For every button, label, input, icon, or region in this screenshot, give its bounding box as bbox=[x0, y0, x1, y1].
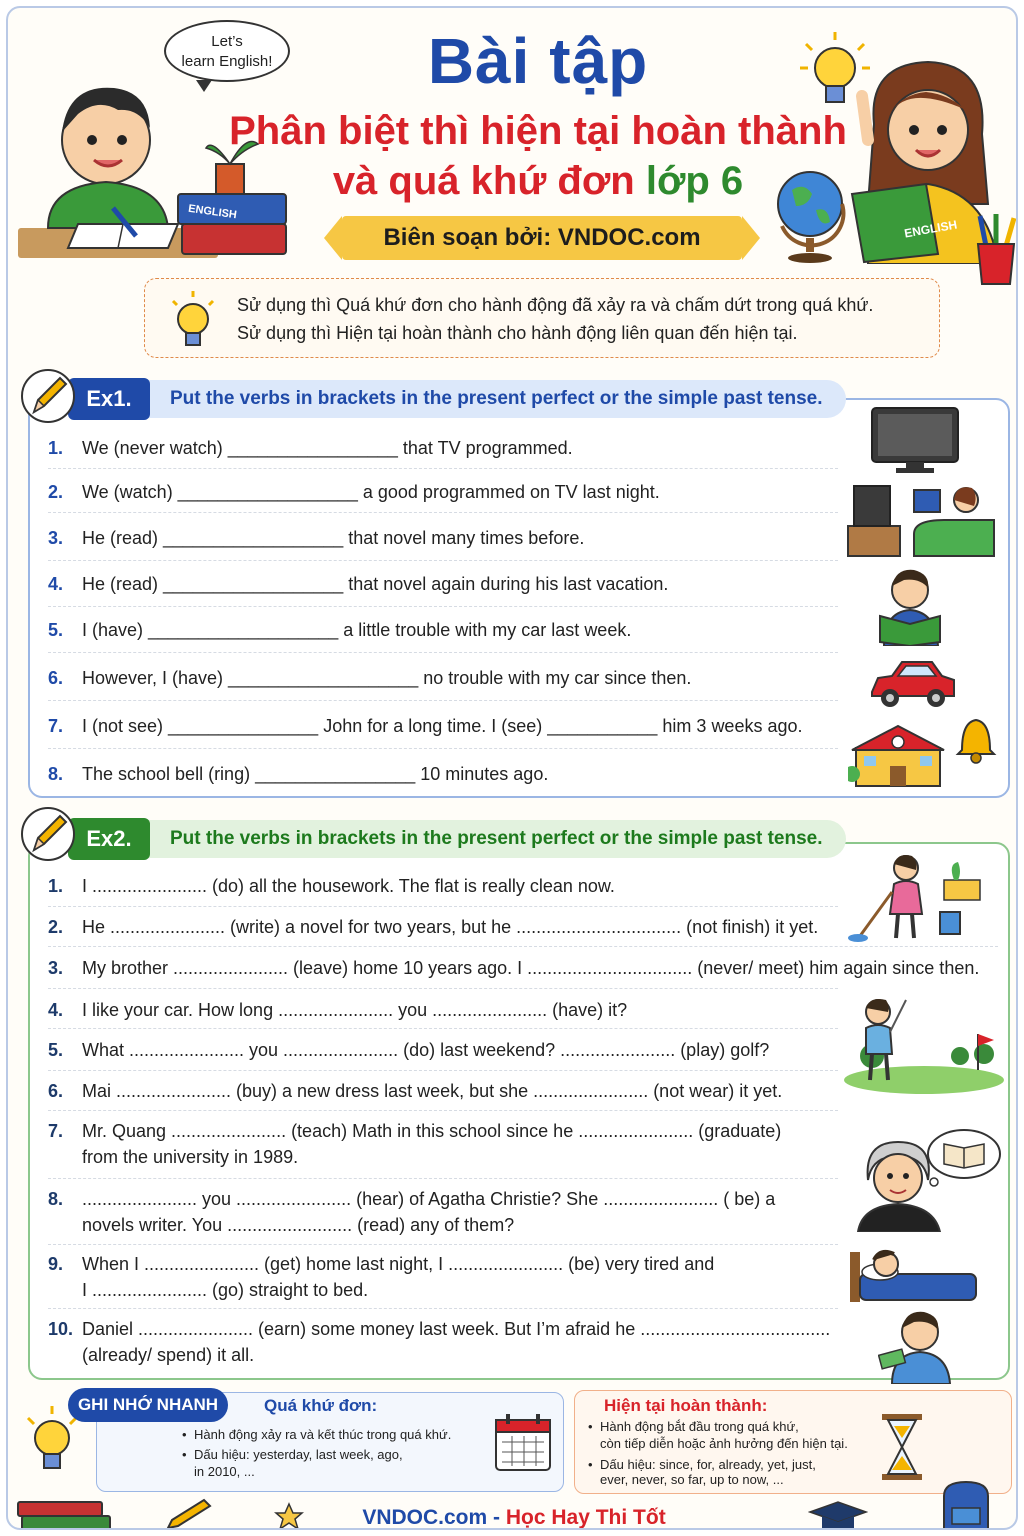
exercise2-question bbox=[48, 876, 615, 897]
book-label-left: ENGLISH bbox=[187, 202, 238, 222]
boy-money-icon bbox=[878, 1308, 954, 1384]
question-text[interactable]: However, I (have) ___________________ no trouble with my car since then. bbox=[82, 668, 692, 688]
row-divider bbox=[48, 468, 838, 469]
exercise1-question bbox=[48, 438, 573, 459]
exercise1-question bbox=[48, 620, 631, 641]
question-number: 1. bbox=[48, 438, 64, 458]
question-text[interactable]: What ....................... you ....................... (do) last weekend? ....................... (play) golf? bbox=[82, 1040, 770, 1060]
subtitle-line2 bbox=[228, 156, 848, 206]
row-divider bbox=[48, 560, 838, 561]
question-number: 2. bbox=[48, 482, 64, 502]
page-title: Bài tập bbox=[427, 25, 649, 97]
book-thought-icon bbox=[926, 1128, 1002, 1188]
question-text[interactable]: The school bell (ring) ________________ 10 minutes ago. bbox=[82, 764, 549, 784]
row-divider bbox=[48, 906, 838, 907]
subtitle-line2-a: và quá khứ đơn bbox=[332, 159, 646, 203]
summary-past-item: • Dấu hiệu: yesterday, last week, ago, bbox=[194, 1446, 403, 1463]
question-text-continued[interactable]: from the university in 1989. bbox=[82, 1147, 299, 1167]
school-icon bbox=[848, 722, 948, 788]
summary-past-item-cont: in 2010, ... bbox=[194, 1464, 255, 1479]
rule-line2: Sử dụng thì Hiện tại hoàn thành cho hành động liên quan đến hiện tại. bbox=[237, 323, 798, 343]
row-divider bbox=[48, 748, 838, 749]
question-number: 9. bbox=[48, 1254, 64, 1274]
pencil-icon bbox=[20, 368, 76, 424]
summary-perfect-item-cont: còn tiếp diễn hoặc ảnh hưởng đến hiện tại. bbox=[600, 1436, 848, 1451]
question-text[interactable]: We (never watch) _________________ that TV programmed. bbox=[82, 438, 573, 458]
question-number: 10. bbox=[48, 1319, 74, 1339]
question-text[interactable]: I (not see) _______________ John for a long time. I (see) ___________ him 3 weeks ago. bbox=[82, 716, 803, 736]
footer-dash: - bbox=[487, 1506, 506, 1529]
question-text[interactable]: He (read) __________________ that novel many times before. bbox=[82, 528, 585, 548]
exercise2-question bbox=[48, 958, 979, 979]
exercise1-question bbox=[48, 668, 691, 689]
question-text[interactable]: ....................... you ....................... (hear) of Agatha Christie? She ....................... ( be) a bbox=[82, 1189, 776, 1209]
subtitle-line2-b: lớp 6 bbox=[645, 159, 744, 203]
tv-icon bbox=[870, 406, 960, 476]
boy-reading-icon bbox=[874, 566, 946, 646]
question-text[interactable]: Daniel ....................... (earn) some money last week. But I’m afraid he ...................................... bbox=[82, 1319, 831, 1339]
book-label-right: ENGLISH bbox=[903, 217, 959, 241]
exercise2-tag: Ex2. bbox=[68, 818, 150, 860]
question-text[interactable]: When I ....................... (get) home last night, I ....................... (be) very tired and bbox=[82, 1254, 715, 1274]
exercise2-question bbox=[48, 917, 818, 938]
backpack-icon bbox=[936, 1478, 996, 1530]
subtitle-line1: Phân biệt thì hiện tại hoàn thành bbox=[229, 109, 847, 153]
question-text-continued[interactable]: novels writer. You ......................... (read) any of them? bbox=[82, 1215, 515, 1235]
question-number: 8. bbox=[48, 1189, 64, 1209]
question-number: 4. bbox=[48, 1000, 64, 1020]
question-number: 4. bbox=[48, 574, 64, 594]
summary-perfect-item: • Hành động bắt đầu trong quá khứ, bbox=[600, 1418, 799, 1435]
question-number: 5. bbox=[48, 620, 64, 640]
row-divider bbox=[48, 1244, 838, 1245]
row-divider bbox=[48, 1028, 838, 1029]
row-divider bbox=[48, 1178, 838, 1179]
graduation-cap-icon bbox=[808, 1500, 868, 1530]
question-text[interactable]: I ....................... (do) all the housework. The flat is really clean now. bbox=[82, 876, 615, 896]
sleeping-boy-icon bbox=[850, 1244, 980, 1304]
exercise1-instruction: Put the verbs in brackets in the present perfect or the simple past tense. bbox=[170, 388, 823, 409]
summary-past-title: Quá khứ đơn: bbox=[264, 1396, 378, 1415]
exercise2-question bbox=[48, 1000, 627, 1021]
exercise1-question bbox=[48, 764, 548, 785]
hourglass-icon bbox=[878, 1412, 926, 1482]
exercise1-tag: Ex1. bbox=[68, 378, 150, 420]
exercise2-question bbox=[48, 1319, 831, 1365]
exercise2-question bbox=[48, 1189, 776, 1235]
row-divider bbox=[48, 946, 998, 947]
question-text[interactable]: He (read) __________________ that novel again during his last vacation. bbox=[82, 574, 669, 594]
bell-icon bbox=[954, 712, 998, 764]
speech-line1: Let’s bbox=[211, 33, 243, 50]
summary-past-item: • Hành động xảy ra và kết thúc trong quá khứ. bbox=[194, 1426, 451, 1443]
question-number: 7. bbox=[48, 716, 64, 736]
footer-site[interactable]: VNDOC.com bbox=[362, 1506, 488, 1529]
question-text-continued[interactable]: (already/ spend) it all. bbox=[82, 1345, 255, 1365]
row-divider bbox=[48, 700, 838, 701]
speech-bubble bbox=[164, 20, 290, 82]
calendar-icon bbox=[494, 1412, 552, 1472]
pencil-cup-icon bbox=[972, 212, 1018, 286]
row-divider bbox=[48, 606, 838, 607]
question-number: 8. bbox=[48, 764, 64, 784]
author-banner: Biên soạn bởi: VNDOC.com bbox=[342, 216, 742, 260]
exercise2-question bbox=[48, 1081, 782, 1102]
question-text[interactable]: I like your car. How long ....................... you ....................... (have) it? bbox=[82, 1000, 628, 1020]
exercise2-question bbox=[48, 1121, 782, 1167]
question-text[interactable]: Mr. Quang ....................... (teach) Math in this school since he ....................... (graduate) bbox=[82, 1121, 782, 1141]
question-number: 3. bbox=[48, 958, 64, 978]
worksheet-page bbox=[6, 6, 1018, 1530]
question-text[interactable]: He ....................... (write) a novel for two years, but he ................................. (not finish) it yet. bbox=[82, 917, 819, 937]
question-number: 5. bbox=[48, 1040, 64, 1060]
quick-notes-badge: GHI NHỚ NHANH bbox=[68, 1388, 228, 1422]
row-divider bbox=[48, 1070, 838, 1071]
row-divider bbox=[48, 512, 838, 513]
row-divider bbox=[48, 652, 838, 653]
exercise1-question bbox=[48, 482, 660, 503]
lightbulb-icon bbox=[167, 291, 219, 349]
exercise2-instruction: Put the verbs in brackets in the present perfect or the simple past tense. bbox=[170, 828, 823, 849]
page-subtitle bbox=[228, 106, 848, 206]
family-watching-tv-icon bbox=[844, 480, 998, 560]
exercise1-question bbox=[48, 528, 584, 549]
girl-cleaning-icon bbox=[848, 850, 988, 946]
exercise1-question bbox=[48, 716, 803, 737]
pencil-icon bbox=[20, 806, 76, 862]
question-number: 7. bbox=[48, 1121, 64, 1141]
speech-line2: learn English! bbox=[181, 53, 273, 70]
row-divider bbox=[48, 1308, 838, 1309]
question-text[interactable]: I (have) ___________________ a little trouble with my car last week. bbox=[82, 620, 632, 640]
rule-note bbox=[144, 278, 940, 358]
question-number: 3. bbox=[48, 528, 64, 548]
question-number: 6. bbox=[48, 668, 64, 688]
question-number: 1. bbox=[48, 876, 64, 896]
car-icon bbox=[868, 652, 958, 712]
row-divider bbox=[48, 1110, 838, 1111]
summary-perfect-item: • Dấu hiệu: since, for, already, yet, just, bbox=[600, 1456, 816, 1473]
question-text[interactable]: We (watch) __________________ a good programmed on TV last night. bbox=[82, 482, 660, 502]
footer-slogan: Học Hay Thi Tốt bbox=[505, 1506, 666, 1529]
summary-perfect-item-cont: ever, never, so far, up to now, ... bbox=[600, 1472, 784, 1487]
exercise2-question bbox=[48, 1040, 769, 1061]
question-text-continued[interactable]: I ....................... (go) straight to bed. bbox=[82, 1280, 369, 1300]
question-number: 2. bbox=[48, 917, 64, 937]
summary-perfect-title: Hiện tại hoàn thành: bbox=[604, 1396, 768, 1415]
rule-line1: Sử dụng thì Quá khứ đơn cho hành động đã xảy ra và chấm dứt trong quá khứ. bbox=[237, 295, 874, 315]
question-text[interactable]: Mai ....................... (buy) a new dress last week, but she ....................... (not wear) it yet. bbox=[82, 1081, 783, 1101]
question-number: 6. bbox=[48, 1081, 64, 1101]
exercise1-question bbox=[48, 574, 668, 595]
exercise2-question bbox=[48, 1254, 715, 1300]
row-divider bbox=[48, 988, 838, 989]
golfer-icon bbox=[844, 994, 1004, 1094]
question-text[interactable]: My brother ....................... (leave) home 10 years ago. I ................................. (never/ meet) him again since then. bbox=[82, 958, 980, 978]
